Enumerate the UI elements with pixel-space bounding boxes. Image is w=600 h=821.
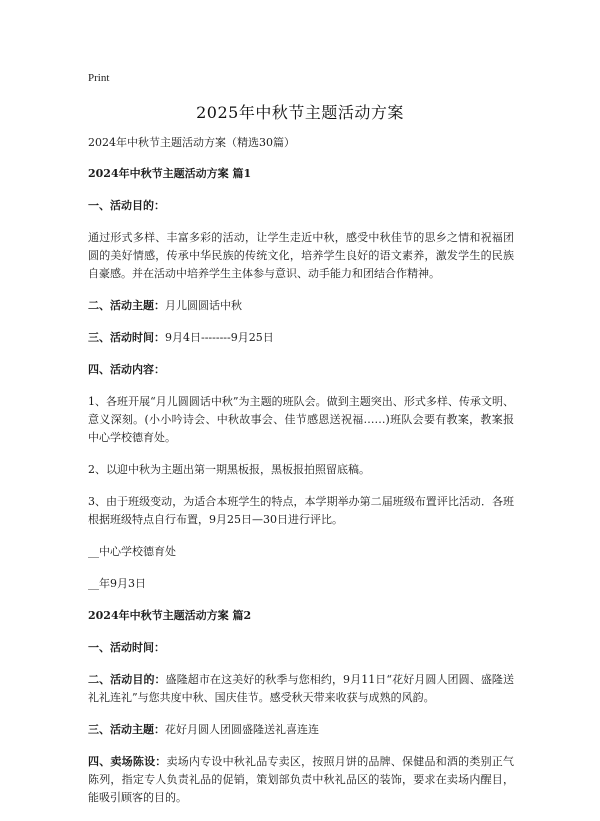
plan2-goal-heading: 二、活动目的： [88,673,166,686]
plan1-theme [88,297,514,315]
plan1-heading: 2024年中秋节主题活动方案 篇1 [88,167,252,180]
print-link[interactable]: Print [88,72,110,84]
plan2-theme [88,721,514,739]
plan1-content-heading: 四、活动内容： [88,363,165,376]
plan2-time-heading: 一、活动时间： [88,641,165,654]
plan2-display-heading: 四、卖场陈设： [88,755,167,768]
plan1-time [88,329,514,347]
plan2-goal [88,671,514,707]
plan1-time-heading: 三、活动时间： [88,331,165,344]
document-body [88,134,514,821]
plan1-item-3: 3、由于班级变动，为适合本班学生的特点，本学期举办第二届班级布置评比活动．各班根据班级特点自行布置，9月25日—30日进行评比。 [88,495,514,526]
plan2-heading: 2024年中秋节主题活动方案 篇2 [88,609,252,622]
plan1-date: __年9月3日 [88,577,146,590]
plan2-goal-text: 盛隆超市在这美好的秋季与您相约，9月11日“花好月圆人团圆、盛隆送礼礼连礼”与您共度中秋、国庆佳节。感受秋天带来收获与成熟的风韵。 [88,673,514,704]
plan2-display [88,753,514,807]
plan1-item-2: 2、以迎中秋为主题出第一期黑板报，黑板报拍照留底稿。 [88,463,370,476]
plan1-item-1: 1、各班开展“月儿圆圆话中秋”为主题的班队会。做到主题突出、形式多样、传承文明、意义深刻。(小小吟诗会、中秋故事会、佳节感恩送祝福……)班队会要有教案，教案报中心学校德育处。 [88,395,514,444]
plan1-signature: __中心学校德育处 [88,545,176,558]
subtitle: 2024年中秋节主题活动方案（精选30篇） [88,136,295,149]
page-title: 2025年中秋节主题活动方案 [196,103,404,122]
plan1-theme-text: 月儿圆圆话中秋 [165,299,242,312]
plan1-theme-heading: 二、活动主题： [88,299,165,312]
plan1-goal-heading: 一、活动目的： [88,199,165,212]
plan1-time-text: 9月4日--------9月25日 [165,331,274,344]
plan2-display-text: 卖场内专设中秋礼品专卖区，按照月饼的品牌、保健品和酒的类别正气陈列，指定专人负责礼品的促销，策划部负责中秋礼品区的装饰，要求在卖场内醒目，能吸引顾客的目的。 [88,755,514,804]
plan1-goal-text: 通过形式多样、丰富多彩的活动，让学生走近中秋，感受中秋佳节的思乡之情和祝福团圆的美好情感，传承中华民族的传统文化，培养学生良好的语文素养，激发学生的民族自豪感。并在活动中培养学生主体参与意识、动手能力和团结合作精神。 [88,231,514,280]
plan2-theme-heading: 三、活动主题： [88,723,165,736]
plan2-theme-text: 花好月圆人团圆盛隆送礼喜连连 [165,723,319,736]
